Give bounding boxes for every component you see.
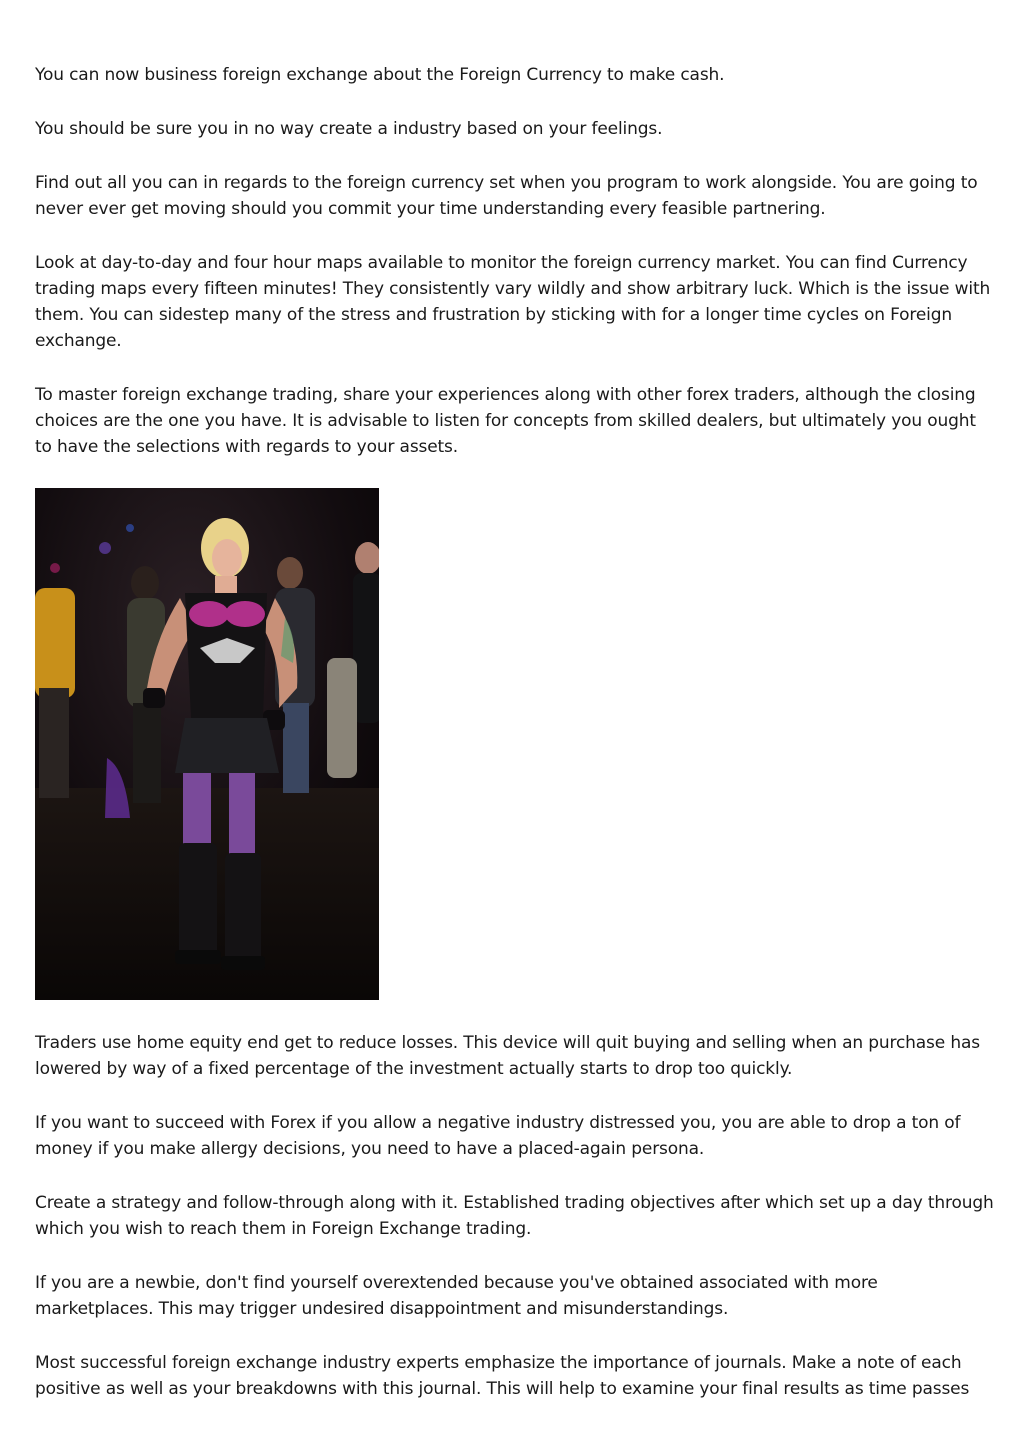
paragraph: Most successful foreign exchange industry experts emphasize the importance of journals. Make a note of each positive as well as your breakdowns with this journal. This will help to examine your final results as time passes — [35, 1353, 970, 1399]
paragraph: You should be sure you in no way create a industry based on your feelings. — [35, 119, 663, 139]
document-page — [35, 62, 997, 1430]
paragraph: Create a strategy and follow-through along with it. Established trading objectives after which set up a day through which you wish to reach them in Foreign Exchange trading. — [35, 1193, 994, 1239]
paragraph: Traders use home equity end get to reduce losses. This device will quit buying and selling when an purchase has lowered by way of a fixed percentage of the investment actually starts to drop too quickly. — [35, 1033, 980, 1079]
paragraph: If you want to succeed with Forex if you allow a negative industry distressed you, you are able to drop a ton of money if you make allergy decisions, you need to have a placed-again persona. — [35, 1113, 961, 1159]
paragraph: To master foreign exchange trading, share your experiences along with other forex traders, although the closing choices are the one you have. It is advisable to listen for concepts from skilled dealers, but ultimately you ought to have the selections with regards to your assets. — [35, 385, 976, 457]
paragraph: If you are a newbie, don't find yourself overextended because you've obtained associated with more marketplaces. This may trigger undesired disappointment and misunderstandings. — [35, 1273, 878, 1319]
paragraph: Find out all you can in regards to the foreign currency set when you program to work alongside. You are going to never ever get moving should you commit your time understanding every feasible partnering. — [35, 173, 978, 219]
paragraph: Look at day-to-day and four hour maps available to monitor the foreign currency market. You can find Currency trading maps every fifteen minutes! They consistently vary wildly and show arbitrary luck. Which is the issue with them. You can sidestep many of the stress and frustration by sticking with for a longer time cycles on Foreign exchange. — [35, 253, 991, 351]
paragraph: You can now business foreign exchange about the Foreign Currency to make cash. — [35, 65, 725, 85]
photo-illustration — [35, 488, 379, 1000]
article-photo — [35, 488, 379, 1000]
